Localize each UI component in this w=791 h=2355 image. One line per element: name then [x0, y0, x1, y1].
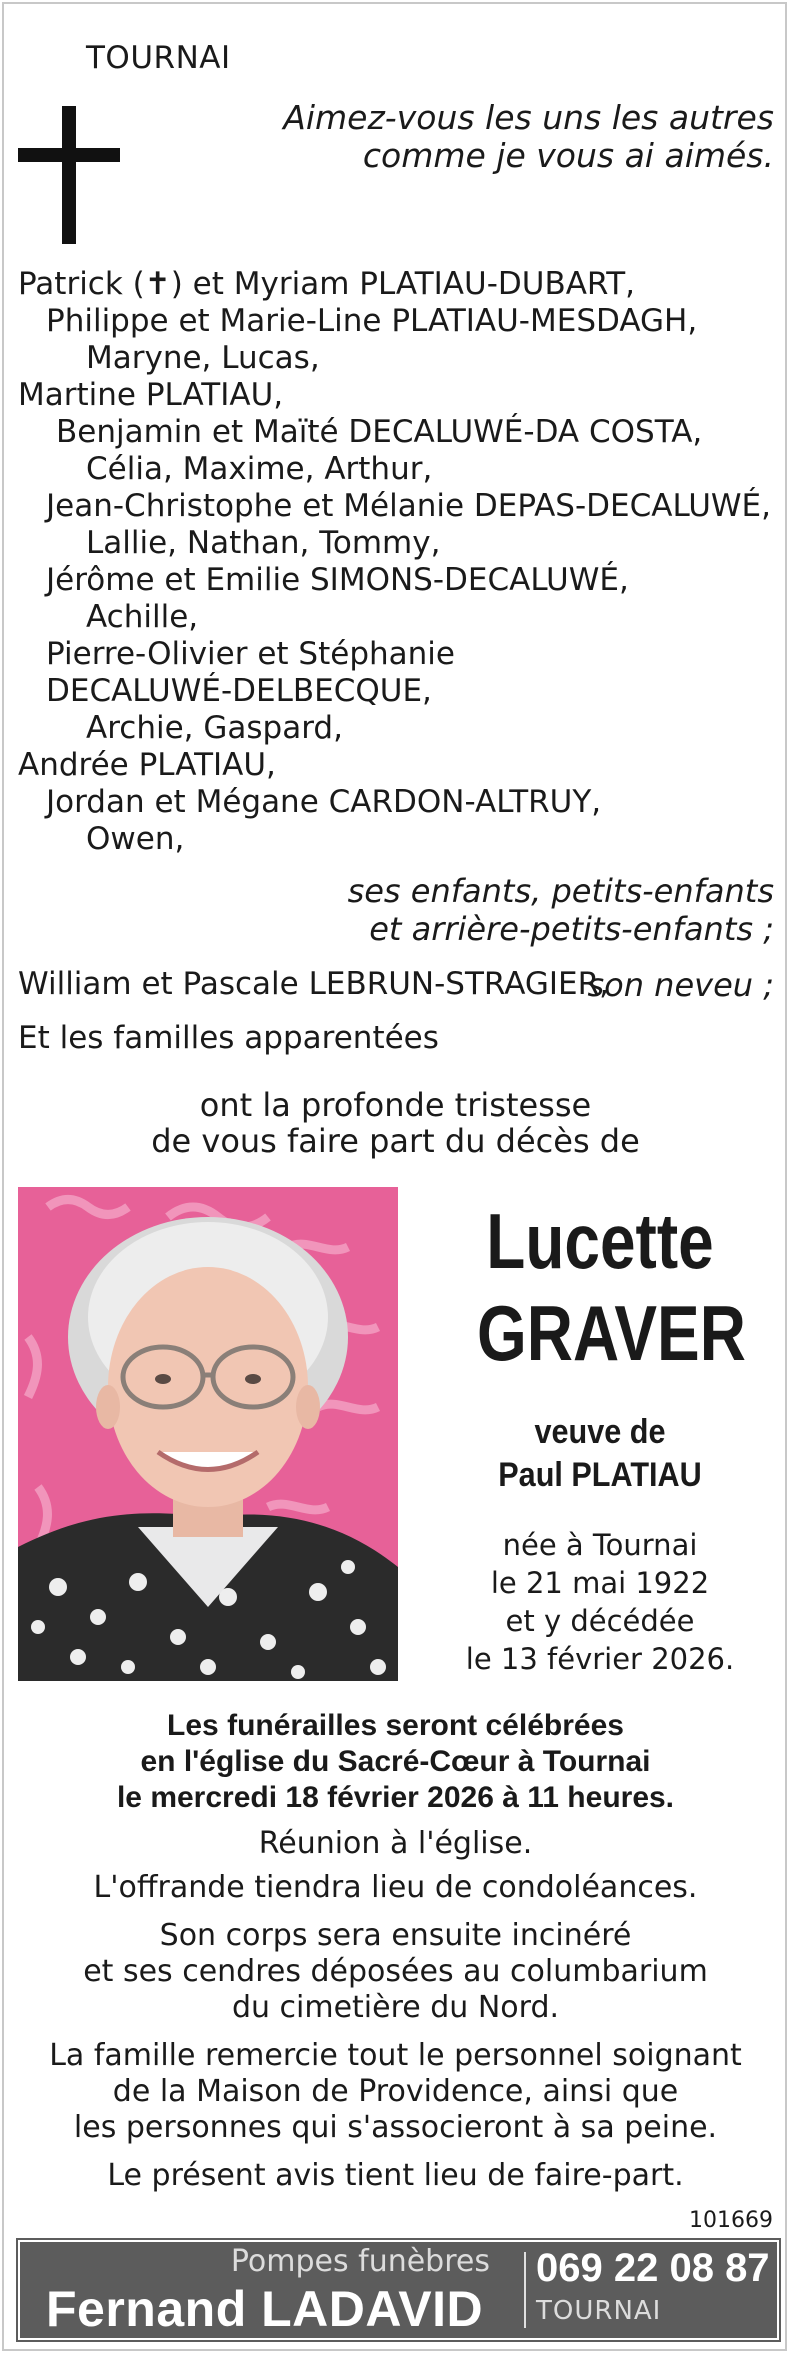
- widow-line-1: veuve de: [534, 1413, 666, 1451]
- deceased-first-name: Lucette: [486, 1197, 714, 1285]
- funeral-home-name: Fernand LADAVID: [46, 2281, 484, 2337]
- relation-line-2: et arrière-petits-enfants ;: [369, 910, 774, 948]
- offrande-text: L'offrande tiendra lieu de condoléances.: [93, 1870, 698, 1905]
- family-line: Philippe et Marie-Line PLATIAU-MESDAGH,: [46, 303, 698, 339]
- announce-line-1: ont la profonde tristesse: [199, 1086, 592, 1124]
- thanks-line: les personnes qui s'associeront à sa peine.: [73, 2110, 718, 2145]
- birth-line: née à Tournai: [502, 1528, 698, 1562]
- funeral-home-identity: [20, 2242, 512, 2338]
- quote-line-1: Aimez-vous les uns les autres: [283, 98, 774, 137]
- family-line: Lallie, Nathan, Tommy,: [86, 525, 441, 561]
- reference-number: 101669: [689, 2208, 773, 2233]
- family-line: Célia, Maxime, Arthur,: [86, 451, 433, 487]
- relation-line-1: ses enfants, petits-enfants: [347, 872, 774, 910]
- family-line: Martine PLATIAU,: [18, 377, 284, 413]
- family-line: Achille,: [86, 599, 199, 635]
- funeral-line: en l'église du Sacré-Cœur à Tournai: [140, 1745, 651, 1778]
- quote-line-2: comme je vous ai aimés.: [362, 136, 774, 175]
- funeral-line: le mercredi 18 février 2026 à 11 heures.: [116, 1781, 675, 1814]
- nephew-name: William et Pascale LEBRUN-STRAGIER,: [18, 966, 610, 1002]
- footer-divider: [524, 2252, 526, 2328]
- reunion-text: Réunion à l'église.: [258, 1826, 533, 1861]
- family-line: Maryne, Lucas,: [86, 340, 320, 376]
- family-line: DECALUWÉ-DELBECQUE,: [46, 673, 432, 709]
- portrait-photo: [18, 1187, 398, 1681]
- thanks-line: La famille remercie tout le personnel soignant: [49, 2038, 742, 2073]
- notice-text: Le présent avis tient lieu de faire-part.: [107, 2158, 684, 2193]
- funeral-home-city: TOURNAI: [536, 2296, 662, 2326]
- body-text-line: Son corps sera ensuite incinéré: [159, 1918, 632, 1953]
- families-line: Et les familles apparentées: [18, 1020, 439, 1056]
- body-text-line: du cimetière du Nord.: [231, 1990, 560, 2025]
- funeral-line: Les funérailles seront célébrées: [167, 1709, 624, 1742]
- family-line: Owen,: [86, 821, 185, 857]
- thanks-line: de la Maison de Providence, ainsi que: [112, 2074, 679, 2109]
- funeral-home-banner: [18, 2240, 779, 2340]
- family-line: Pierre-Olivier et Stéphanie: [46, 636, 455, 672]
- family-line: Jean-Christophe et Mélanie DEPAS-DECALUWÉ,: [46, 488, 771, 524]
- body-text-line: et ses cendres déposées au columbarium: [83, 1954, 708, 1989]
- nephew-relation: son neveu ;: [587, 966, 774, 1004]
- pompes-funebres-label: Pompes funèbres: [230, 2244, 490, 2279]
- widow-line-2: Paul PLATIAU: [498, 1456, 702, 1494]
- birth-line: le 13 février 2026.: [465, 1642, 735, 1676]
- family-line: Archie, Gaspard,: [86, 710, 343, 746]
- family-line: Jordan et Mégane CARDON-ALTRUY,: [46, 784, 602, 820]
- birth-line: le 21 mai 1922: [490, 1566, 710, 1600]
- family-line: Benjamin et Maïté DECALUWÉ-DA COSTA,: [56, 414, 703, 450]
- family-line: Andrée PLATIAU,: [18, 747, 276, 783]
- announce-line-2: de vous faire part du décès de: [151, 1122, 640, 1160]
- birth-line: et y décédée: [505, 1604, 695, 1638]
- family-line: Patrick (✝) et Myriam PLATIAU-DUBART,: [18, 266, 636, 302]
- family-line: Jérôme et Emilie SIMONS-DECALUWÉ,: [46, 562, 629, 598]
- city-header: TOURNAI: [86, 40, 231, 76]
- funeral-home-phone: 069 22 08 87: [536, 2246, 770, 2290]
- deceased-last-name: GRAVER: [477, 1289, 746, 1377]
